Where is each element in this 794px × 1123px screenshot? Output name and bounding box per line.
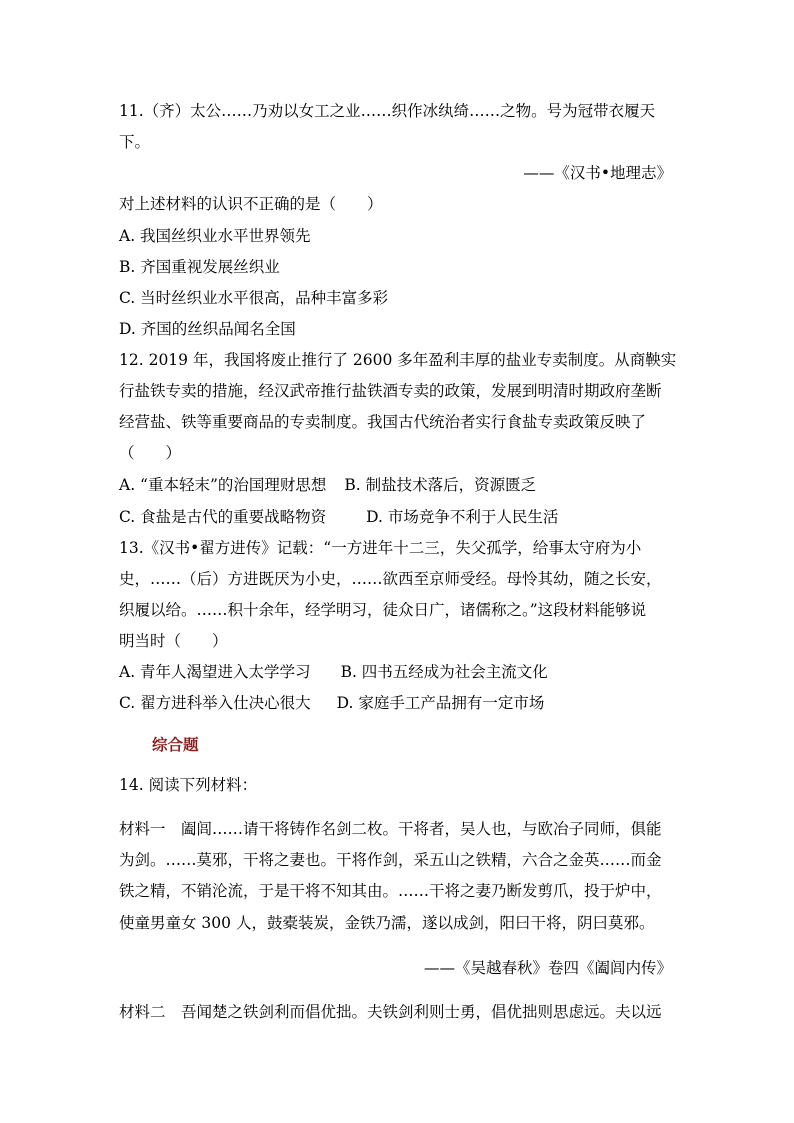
q13-option-d: D. 家庭手工产品拥有一定市场 bbox=[336, 694, 545, 712]
q12-option-c: C. 食盐是古代的重要战略物资 bbox=[119, 508, 327, 526]
q12-options-row1 bbox=[119, 474, 679, 496]
material1-line2: 为剑。……莫邪，干将之妻也。干将作剑，采五山之铁精，六合之金英……而金 bbox=[119, 851, 662, 869]
material1-line1: 材料一 阖闾……请干将铸作名剑二枚。干将者，吴人也，与欧冶子同师，俱能 bbox=[119, 820, 662, 838]
section-title: 综合题 bbox=[152, 735, 199, 754]
q12-option-a: A. “重本轻末”的治国理财思想 bbox=[119, 476, 327, 494]
material1-line3: 铁之精，不销沦流，于是干将不知其由。……干将之妻乃断发剪爪，投于炉中， bbox=[119, 882, 662, 900]
q13-option-b: B. 四书五经成为社会主流文化 bbox=[340, 663, 548, 681]
q13-options-row2 bbox=[119, 692, 679, 714]
q12-options-row2 bbox=[119, 506, 679, 528]
q12-stem-line3: 经营盐、铁等重要商品的专卖制度。我国古代统治者实行食盐专卖政策反映了 bbox=[119, 413, 647, 431]
material2-line1: 材料二 吾闻楚之铁剑利而倡优拙。夫铁剑利则士勇，倡优拙则思虑远。夫以远 bbox=[119, 1003, 662, 1021]
q13-options-row1 bbox=[119, 661, 679, 683]
q12-stem-line2: 行盐铁专卖的措施，经汉武帝推行盐铁酒专卖的政策，发展到明清时期政府垄断 bbox=[119, 382, 662, 400]
q11-stem-line2: 下。 bbox=[119, 133, 151, 151]
material1-source: ——《吴越春秋》卷四《阖闾内传》 bbox=[423, 959, 672, 977]
q11-question: 对上述材料的认识不正确的是（ ） bbox=[119, 195, 383, 213]
q14-intro: 14. 阅读下列材料： bbox=[119, 776, 258, 794]
q11-source: ——《汉书•地理志》 bbox=[523, 164, 672, 182]
q13-stem-line4: 明当时（ ） bbox=[119, 632, 228, 650]
q11-option-c: C. 当时丝织业水平很高，品种丰富多彩 bbox=[119, 289, 389, 307]
q13-option-a: A. 青年人渴望进入太学学习 bbox=[119, 663, 311, 681]
q12-stem-line1: 12. 2019 年，我国将废止推行了 2600 多年盈利丰厚的盐业专卖制度。从商鞅实 bbox=[119, 351, 677, 369]
q11-option-d: D. 齐国的丝织品闻名全国 bbox=[119, 320, 296, 338]
q11-option-a: A. 我国丝织业水平世界领先 bbox=[119, 227, 311, 245]
q13-stem-line1: 13.《汉书•翟方进传》记载：“一方进年十二三，失父孤学，给事太守府为小 bbox=[119, 539, 642, 557]
q12-option-b: B. 制盐技术落后，资源匮乏 bbox=[344, 476, 537, 494]
material1-line4: 使童男童女 300 人，鼓橐装炭，金铁乃濡，遂以成剑，阳曰干将，阴曰莫邪。 bbox=[119, 914, 655, 932]
q13-stem-line3: 织履以给。……积十余年，经学明习，徒众日广，诸儒称之。”这段材料能够说 bbox=[119, 601, 647, 619]
q11-option-b: B. 齐国重视发展丝织业 bbox=[119, 258, 280, 276]
q12-option-d: D. 市场竞争不利于人民生活 bbox=[366, 508, 559, 526]
q13-stem-line2: 史，……（后）方进既厌为小史，……欲西至京师受经。母怜其幼，随之长安， bbox=[119, 570, 662, 588]
q12-stem-line4: （ ） bbox=[119, 444, 182, 462]
q11-stem-line1: 11.（齐）太公……乃劝以女工之业……织作冰纨绮……之物。号为冠带衣履天 bbox=[119, 102, 656, 120]
q13-option-c: C. 翟方进科举入仕决心很大 bbox=[119, 694, 311, 712]
